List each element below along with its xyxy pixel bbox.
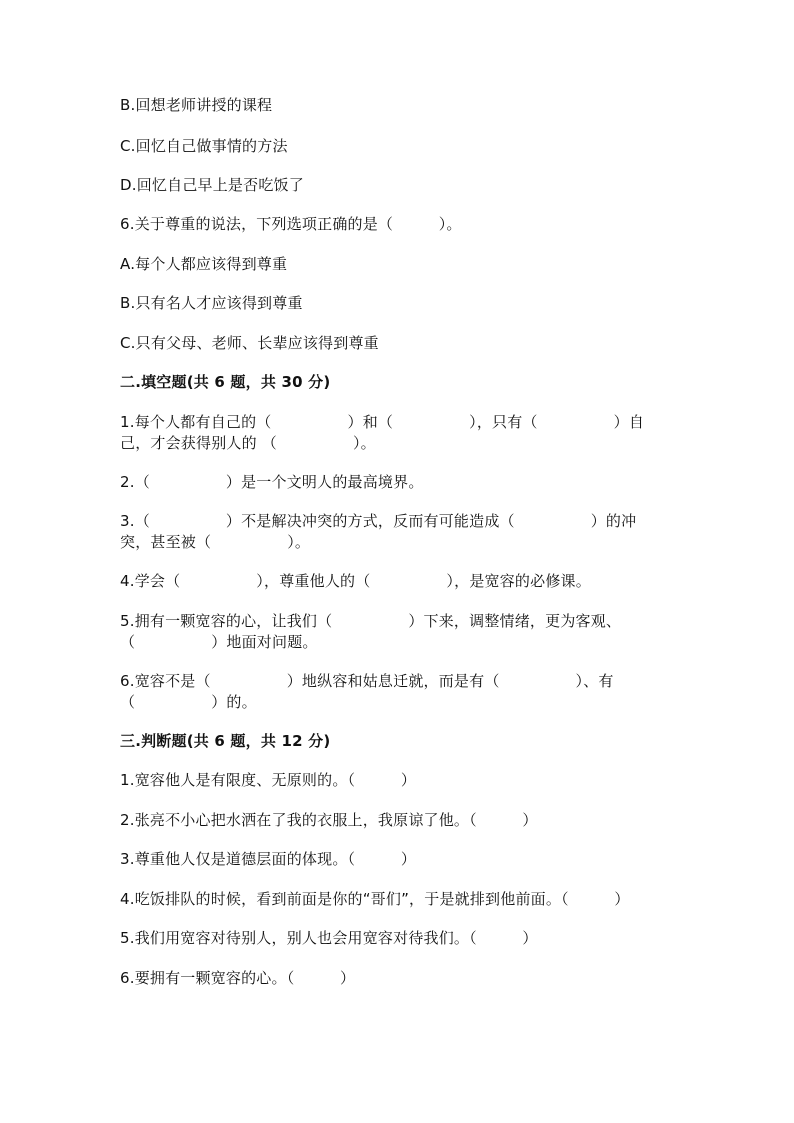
option-a: A.每个人都应该得到尊重	[120, 255, 288, 273]
judge-question-3: 3.尊重他人仅是道德层面的体现。（ ）	[120, 850, 417, 868]
fill-question-3-line-2: 突，甚至被（ ）。	[120, 533, 311, 551]
option-d: D.回忆自己早上是否吃饭了	[120, 176, 304, 194]
fill-question-5-line-1: 5.拥有一颗宽容的心，让我们（ ）下来，调整情绪，更为客观、	[120, 612, 622, 630]
option-c: C.只有父母、老师、长辈应该得到尊重	[120, 334, 379, 352]
fill-question-6-line-2: （ ）的。	[120, 693, 257, 711]
fill-question-4: 4.学会（ ），尊重他人的（ ），是宽容的必修课。	[120, 572, 591, 590]
judge-question-2: 2.张亮不小心把水洒在了我的衣服上，我原谅了他。（ ）	[120, 811, 538, 829]
judge-question-4: 4.吃饭排队的时候，看到前面是你的“哥们”，于是就排到他前面。（ ）	[120, 890, 630, 908]
fill-question-1-line-2: 己，才会获得别人的 （ ）。	[120, 434, 376, 452]
fill-question-6-line-1: 6.宽容不是（ ）地纵容和姑息迁就，而是有（ ）、有	[120, 672, 614, 690]
option-b: B.回想老师讲授的课程	[120, 96, 273, 114]
section-heading-judge: 三.判断题(共 6 题，共 12 分)	[120, 732, 331, 750]
question-stem: 6.关于尊重的说法，下列选项正确的是（ ）。	[120, 215, 462, 233]
fill-question-1-line-1: 1.每个人都有自己的（ ）和（ ），只有（ ）自	[120, 413, 645, 431]
judge-question-1: 1.宽容他人是有限度、无原则的。（ ）	[120, 771, 417, 789]
option-b: B.只有名人才应该得到尊重	[120, 294, 303, 312]
judge-question-5: 5.我们用宽容对待别人，别人也会用宽容对待我们。（ ）	[120, 929, 538, 947]
section-heading-fill: 二.填空题(共 6 题，共 30 分)	[120, 373, 331, 391]
fill-question-5-line-2: （ ）地面对问题。	[120, 633, 318, 651]
option-c: C.回忆自己做事情的方法	[120, 137, 288, 155]
fill-question-3-line-1: 3.（ ）不是解决冲突的方式，反而有可能造成（ ）的冲	[120, 512, 637, 530]
judge-question-6: 6.要拥有一颗宽容的心。（ ）	[120, 969, 356, 987]
fill-question-2: 2.（ ）是一个文明人的最高境界。	[120, 473, 424, 491]
